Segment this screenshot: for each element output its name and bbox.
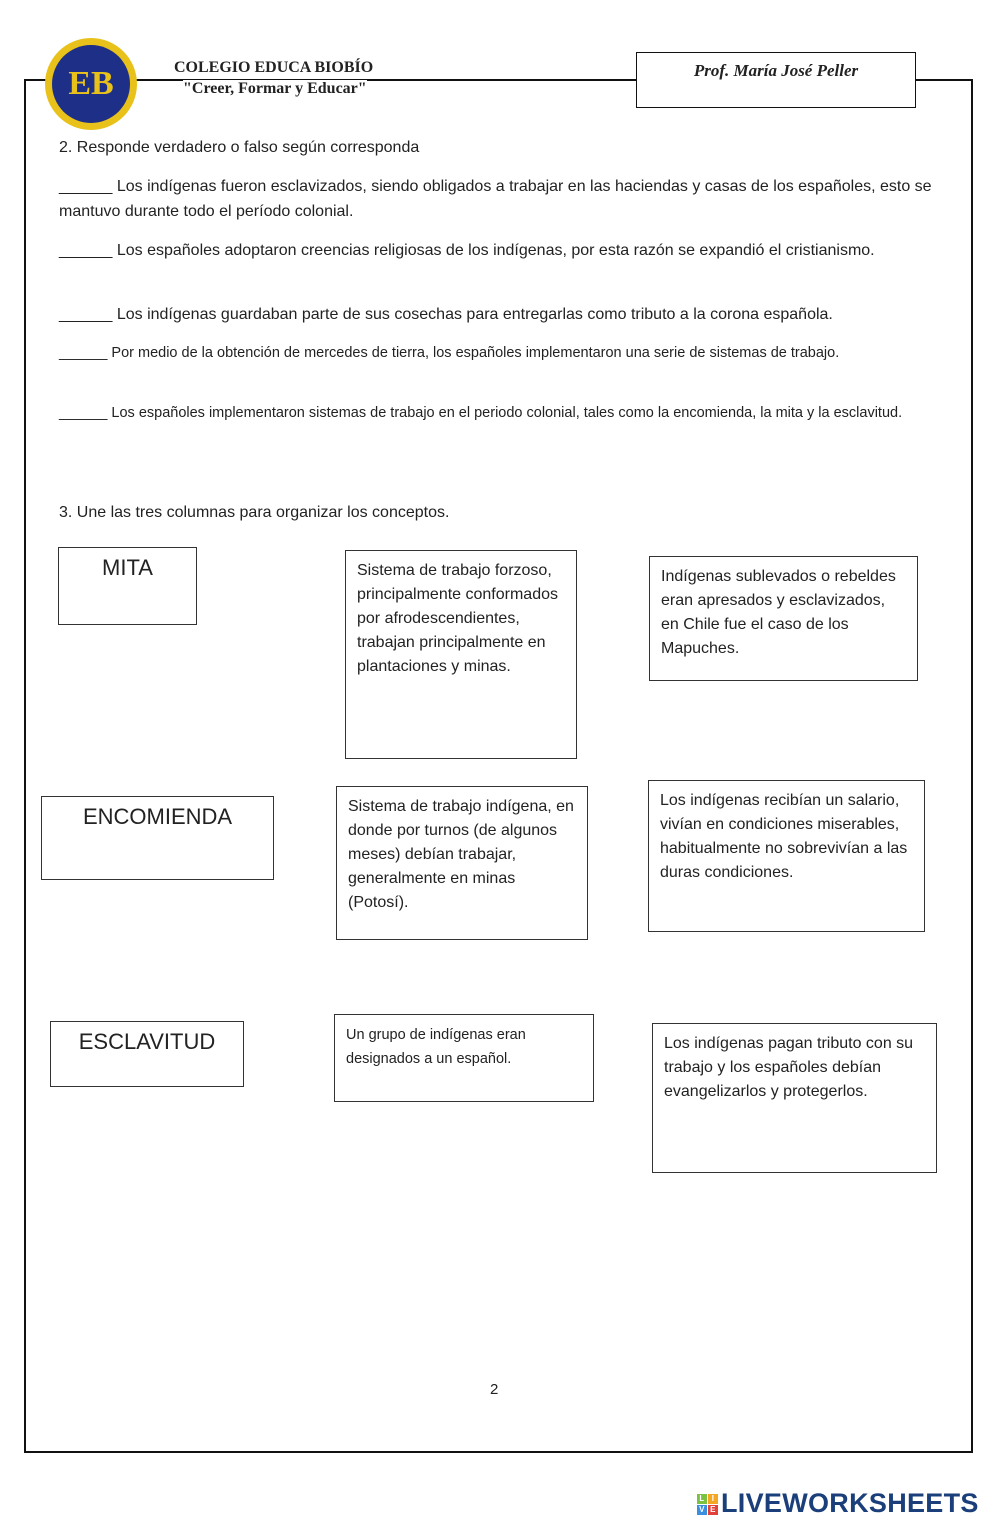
liveworksheets-logo-icon: L I V E	[697, 1494, 718, 1515]
watermark-text: LIVEWORKSHEETS	[721, 1488, 979, 1518]
tf-item-5[interactable]: ______ Los españoles implementaron sistemas de trabajo en el periodo colonial, tales como la encomienda, la mita y la esclavitud.	[59, 405, 903, 421]
description-3[interactable]: Los indígenas pagan tributo con su trabajo y los españoles debían evangelizarlos y protegerlos.	[652, 1023, 937, 1173]
description-1[interactable]: Indígenas sublevados o rebeldes eran apresados y esclavizados, en Chile fue el caso de los Mapuches.	[649, 556, 918, 681]
tf-item-1[interactable]: ______ Los indígenas fueron esclavizados, siendo obligados a trabajar en las haciendas y casas de los españoles, esto se mantuvo durante todo el período colonial.	[59, 178, 932, 220]
tf-item-4[interactable]: ______ Por medio de la obtención de mercedes de tierra, los españoles implementaron una serie de sistemas de trabajo.	[59, 345, 840, 361]
definition-3[interactable]: Un grupo de indígenas eran designados a un español.	[334, 1014, 594, 1102]
description-2[interactable]: Los indígenas recibían un salario, vivían en condiciones miserables, habitualmente no sobrevivían a las duras condiciones.	[648, 780, 925, 932]
concept-esclavitud[interactable]: ESCLAVITUD	[50, 1021, 244, 1087]
tf-item-2[interactable]: ______ Los españoles adoptaron creencias religiosas de los indígenas, por esta razón se expandió el cristianismo.	[59, 242, 875, 259]
school-motto: "Creer, Formar y Educar"	[183, 80, 367, 97]
section3-title: 3. Une las tres columnas para organizar los conceptos.	[59, 504, 450, 521]
concept-encomienda[interactable]: ENCOMIENDA	[41, 796, 274, 880]
page-frame	[24, 79, 973, 1453]
definition-2[interactable]: Sistema de trabajo indígena, en donde por turnos (de algunos meses) debían trabajar, generalmente en minas (Potosí).	[336, 786, 588, 940]
tf-item-3[interactable]: ______ Los indígenas guardaban parte de sus cosechas para entregarlas como tributo a la corona española.	[59, 306, 833, 323]
page-number: 2	[490, 1381, 499, 1398]
teacher-name: Prof. María José Peller	[636, 52, 916, 108]
school-name: COLEGIO EDUCA BIOBÍO	[174, 59, 379, 77]
liveworksheets-watermark	[697, 1488, 979, 1519]
section2-title: 2. Responde verdadero o falso según corresponda	[59, 139, 420, 156]
school-logo: EB	[45, 38, 137, 130]
definition-1[interactable]: Sistema de trabajo forzoso, principalmente conformados por afrodescendientes, trabajan principalmente en plantaciones y minas.	[345, 550, 577, 759]
concept-mita[interactable]: MITA	[58, 547, 197, 625]
